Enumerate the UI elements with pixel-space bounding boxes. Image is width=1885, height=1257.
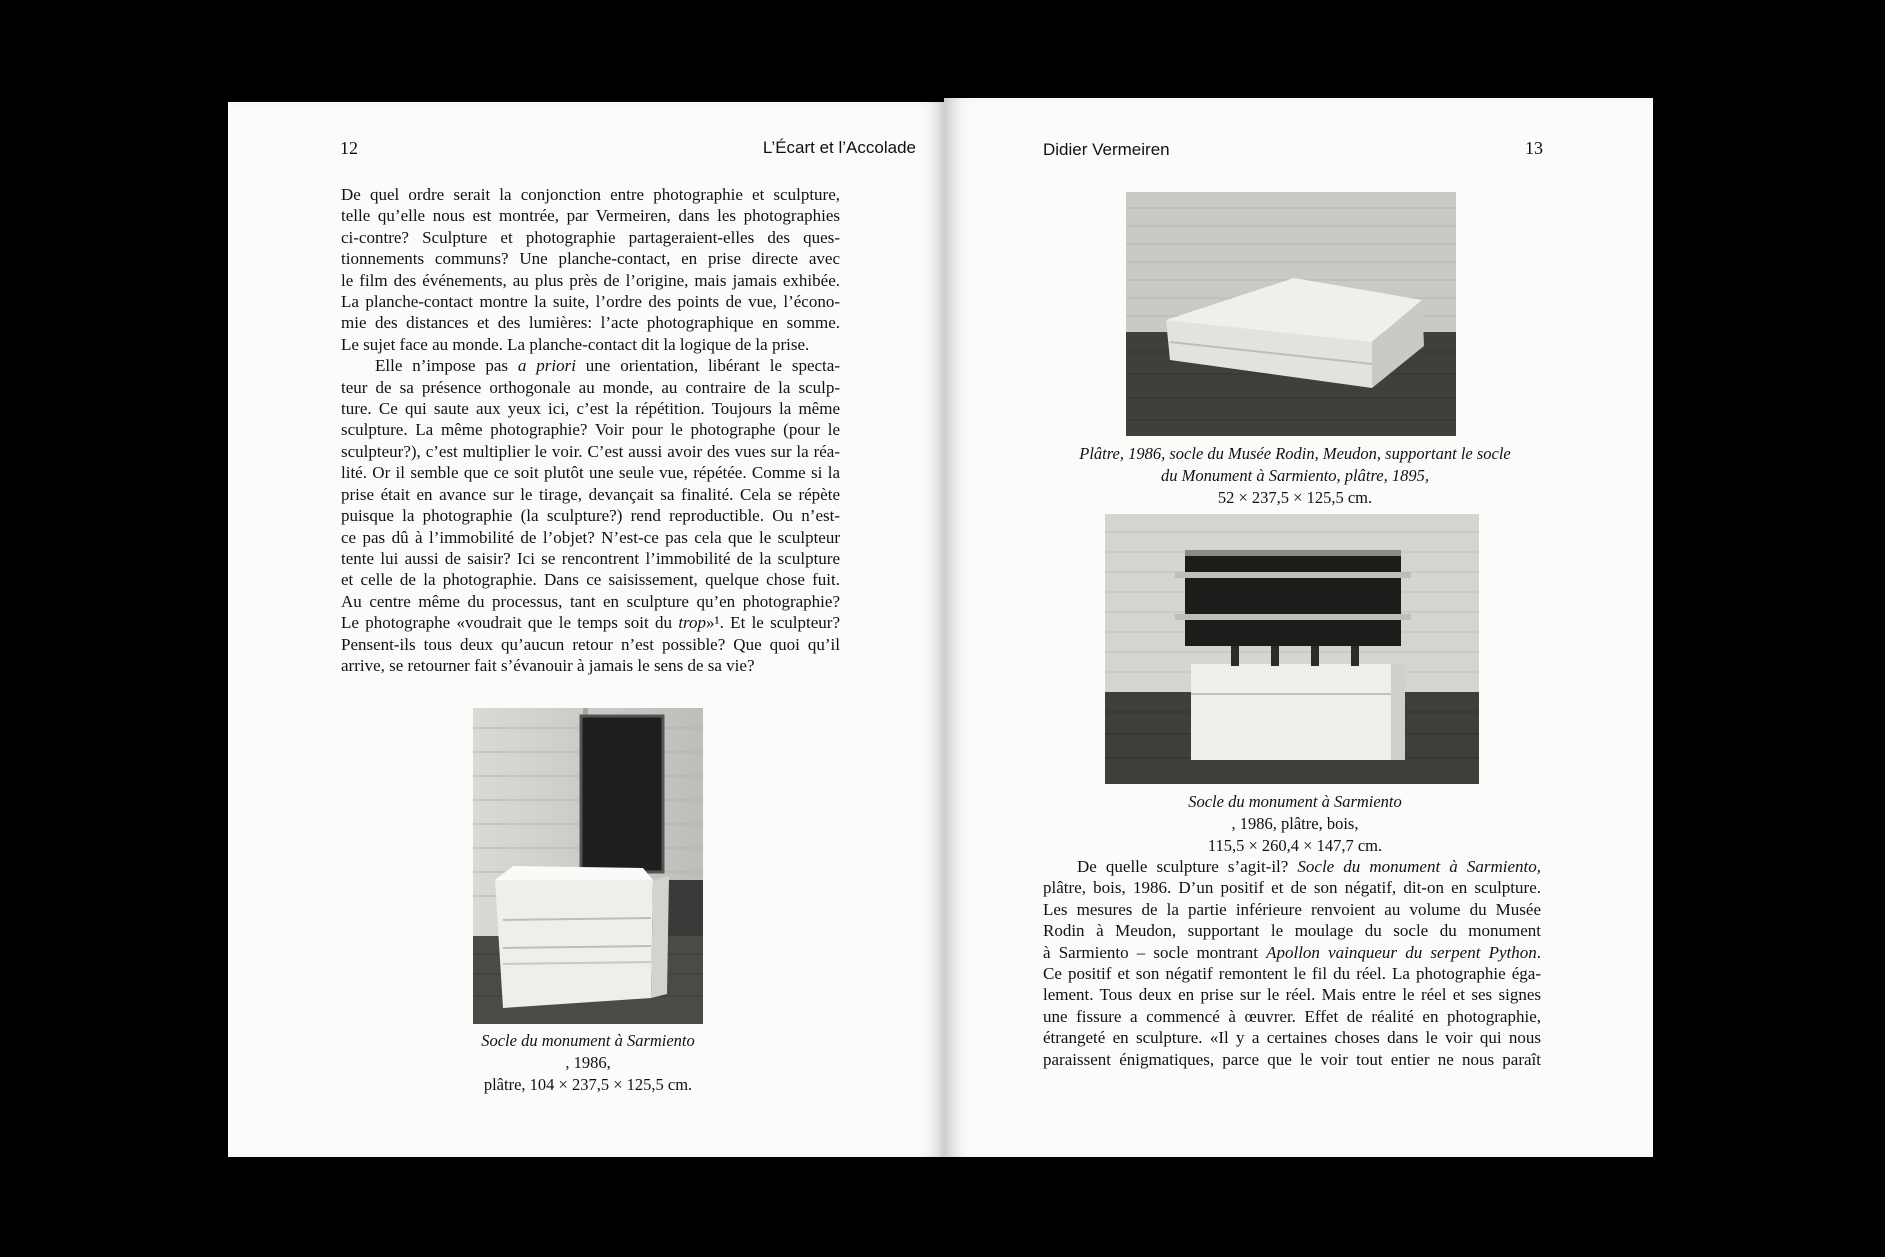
text-line: La planche-contact montre la suite, l’ordre des points de vue, l’écono- xyxy=(341,292,840,312)
text-line: Ce positif et son négatif remontent le fil du réel. La photographie éga- xyxy=(1043,964,1541,984)
page-number-right: 13 xyxy=(1525,138,1543,158)
text-line: tionnements communs? Une planche-contact, en prise directe avec xyxy=(341,249,840,269)
text-line: arrive, se retourner fait s’évanouir à jamais le sens de sa vie? xyxy=(341,655,755,675)
paragraph-right xyxy=(1043,856,1541,1070)
text-line: sculpteur?), c’est multiplier le voir. C’est aussi avoir des vues sur la réa- xyxy=(341,441,840,461)
text-line: telle qu’elle nous est montrée, par Vermeiren, dans les photographies xyxy=(341,206,840,226)
text-line: sculpture. La même photographie? Voir pour le photographe (pour le xyxy=(341,420,840,440)
paragraph-1 xyxy=(341,184,840,355)
page-number-left: 12 xyxy=(340,138,358,158)
text-line: De quel ordre serait la conjonction entre photographie et sculpture, xyxy=(341,185,840,204)
left-body-text xyxy=(341,184,840,676)
text-line: ci-contre? Sculpture et photographie partageraient-elles des ques- xyxy=(341,227,840,247)
right-body-text xyxy=(1043,856,1541,1070)
text-line: Elle n’impose pas a priori une orientation, libérant le specta- xyxy=(375,356,840,376)
text-line: Le sujet face au monde. La planche-contact dit la logique de la prise. xyxy=(341,334,810,354)
text-line: Les mesures de la partie inférieure renvoient au volume du Musée xyxy=(1043,899,1541,919)
text-line: et celle de la photographie. Dans ce saisissement, quelque chose fuit. xyxy=(341,570,840,590)
caption-right-1 xyxy=(1045,443,1545,509)
caption-right-2 xyxy=(1055,791,1535,857)
text-line: ce pas dû à l’immobilité de l’objet? N’est-ce pas cela que le sculpteur xyxy=(341,527,840,547)
paragraph-2 xyxy=(341,355,840,676)
caption-left xyxy=(378,1030,798,1096)
photo-plaster-block xyxy=(1126,192,1456,436)
text-line: prise était en avance sur le tirage, devançait sa finalité. Cela se répète xyxy=(341,484,840,504)
photo-socle-sarmiento-image xyxy=(1105,514,1479,784)
running-head-left: L’Écart et l’Accolade xyxy=(762,138,916,157)
text-line: paraissent énigmatiques, parce que le voir tout entier ne nous paraît xyxy=(1043,1049,1541,1069)
text-line: tente lui aussi de saisir? Ici se rencontrent l’immobilité de la sculpture xyxy=(341,548,840,568)
caption-right-1-line-1: Plâtre, 1986, socle du Musée Rodin, Meudon, supportant le socle xyxy=(1079,444,1511,463)
text-line: Rodin à Meudon, supportant le moulage du socle du monument xyxy=(1043,921,1541,941)
caption-right-1-line-2: du Monument à Sarmiento, plâtre, 1895, 52 × 237,5 × 125,5 cm. xyxy=(1161,466,1429,507)
text-line: De quelle sculpture s’agit-il? Socle du monument à Sarmiento, xyxy=(1077,857,1541,876)
caption-left-line-2: plâtre, 104 × 237,5 × 125,5 cm. xyxy=(483,1075,693,1094)
text-line: teur de sa présence orthogonale au monde, au contraire de la sculp- xyxy=(341,377,840,397)
text-line: étrangeté en sculpture. «Il y a certaines choses dans le voir qui nous xyxy=(1043,1028,1541,1048)
photo-sculpture-room-image xyxy=(473,708,703,1024)
text-line: puisque la photographie (la sculpture?) rend reproductible. Ou n’est- xyxy=(341,506,840,526)
photo-plaster-block-image xyxy=(1126,192,1456,436)
text-line: une fissure a commencé à œuvrer. Effet de réalité en photographie, xyxy=(1043,1006,1541,1026)
text-line: le film des événements, au plus près de l’origine, mais jamais exhibée. xyxy=(341,270,840,290)
caption-right-2-line-2: 115,5 × 260,4 × 147,7 cm. xyxy=(1207,836,1383,855)
photo-sculpture-room xyxy=(473,708,703,1024)
text-line: lité. Or il semble que ce soit plutôt une seule vue, répétée. Comme si la xyxy=(341,463,840,483)
text-line: plâtre, bois, 1986. D’un positif et de son négatif, dit-on en sculpture. xyxy=(1043,878,1541,898)
text-line: à Sarmiento – socle montrant Apollon vainqueur du serpent Python. xyxy=(1043,942,1541,962)
text-line: lement. Tous deux en prise sur le réel. Mais entre le réel et ses signes xyxy=(1043,985,1541,1005)
caption-right-2-line-1: Socle du monument à Sarmiento , 1986, plâtre, bois, xyxy=(1188,792,1402,833)
text-line: ture. Ce qui saute aux yeux ici, c’est la répétition. Toujours la même xyxy=(341,399,840,419)
left-page xyxy=(228,102,946,1157)
text-line: Le photographe «voudrait que le temps soit du trop»¹. Et le sculpteur? xyxy=(341,613,840,633)
running-head-right: Didier Vermeiren xyxy=(1043,140,1170,159)
text-line: mie des distances et des lumières: l’acte photographique en somme. xyxy=(341,313,840,333)
text-line: Pensent-ils tous deux qu’aucun retour n’est possible? Que quoi qu’il xyxy=(341,634,840,654)
right-page xyxy=(945,98,1653,1157)
caption-left-line-1: Socle du monument à Sarmiento , 1986, xyxy=(481,1031,695,1072)
photo-socle-sarmiento xyxy=(1105,514,1479,784)
text-line: Au centre même du processus, tant en sculpture qu’en photographie? xyxy=(341,591,840,611)
